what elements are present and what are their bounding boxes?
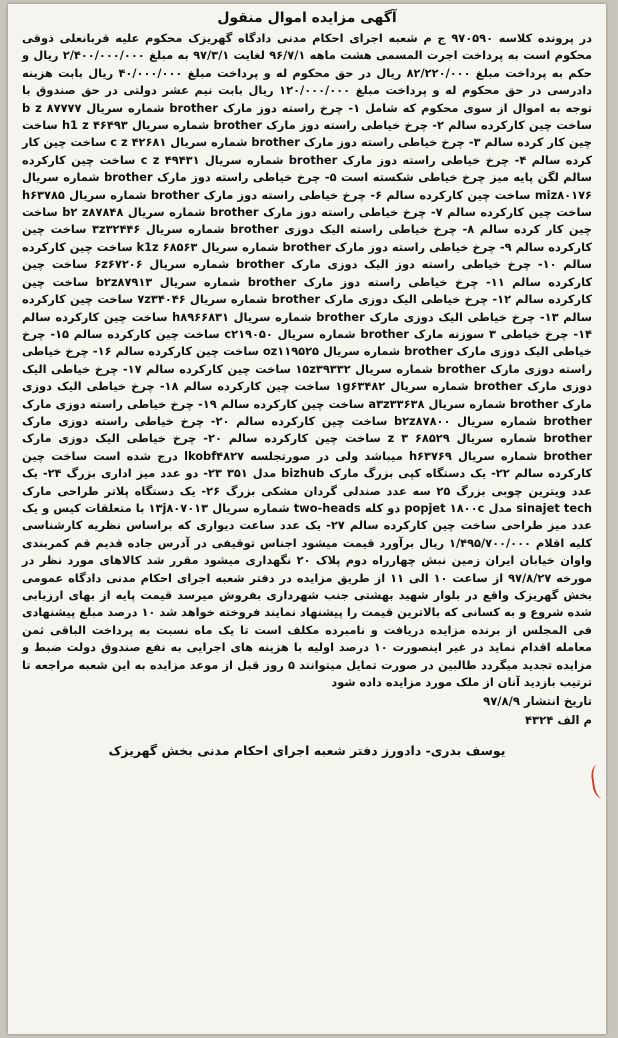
notice-title: آگهی مزایده اموال منقول xyxy=(217,10,397,26)
signature: یوسف بدری- دادورز دفتر شعبه اجرای احکام مدنی بخش گهریزک xyxy=(108,743,506,759)
red-pen-mark xyxy=(590,763,615,799)
newspaper-clipping xyxy=(8,4,606,1034)
publish-date: تاریخ انتشار ۹۷/۸/۹ xyxy=(483,694,592,709)
notice-body: در پرونده کلاسه ۹۷۰۵۹۰ ج م شعبه اجرای احکام مدنی دادگاه گهریزک محکوم علیه قربانعلی ذوقی محکوم است به پرداخت اجرت المسمی هشت ماهه ۹۶/۷/۱ لغایت ۹۷/۳/۱ به مبلغ ۲/۴۰۰/۰۰۰/۰۰۰ ریال و حکم به پرداخت مبلغ ۸۲/۲۲۰/۰۰۰ ریال در حق محکوم له و پرداخت مبلغ ۴۰/۰۰۰/۰۰۰ ریال بابت هزینه دادرسی در حق محکوم له و پرداخت مبلغ ۱۲۰/۰۰۰/۰۰۰ ریال بابت نیم عشر دولتی در حق صندوق با توجه به اموال از سوی محکوم که شامل ۱- چرخ راسته دوز مارک brother شماره سریال b z ۸۷۷۷۷ ساخت چین کارکرده سالم ۲- چرخ خیاطی راسته دوز مارک brother شماره سریال h1 z ۴۶۴۹۳ ساخت چین کار کرده سالم ۳- چرخ خیاطی راسته دوز مارک brother شماره سریال c z ۴۲۶۸۱ ساخت چین کار کرده سالم ۴- چرخ خیاطی راسته دوز مارک brother شماره سریال c z ۴۹۴۳۱ ساخت چین کارکرده سالم لگن پایه میز چرخ خیاطی شکسته است ۵- چرخ خیاطی راسته دوز مارک brother شماره سریال miz۸۰۱۷۶ ساخت چین کارکرده سالم ۶- چرخ خیاطی راسته دوز مارک brother شماره سریال h۶۳۷۸۵ ساخت چین کارکرده سالم ۷- چرخ خیاطی راسته دوز مارک brother شماره سریال b۲ z۸۷۸۴۸ ساخت چین کار کرده سالم ۸- چرخ خیاطی راسته الیک دوزی brother شماره سریال ۳z۳۲۴۴۶ ساخت چین کارکرده سالم ۹- چرخ خیاطی راسته دوز مارک brother شماره سریال k1z ۶۸۵۶۳ ساخت چین کارکرده سالم ۱۰- چرخ خیاطی راسته دوز الیک دوزی مارک brother شماره سریال ۶z۶۷۲۰۶ ساخت چین کارکرده سالم ۱۱- چرخ خیاطی راسته دوز مارک brother شماره سریال b۲z۸۷۹۱۳ ساخت چین کارکرده سالم ۱۲- چرخ خیاطی الیک دوزی مارک brother شماره سریال ۷z۳۴۰۴۶ ساخت چین کارکرده سالم ۱۳- چرخ خیاطی الیک دوزی مارک brother شماره سریال h۸۹۶۶۸۳۱ ساخت چین کارکرده سالم ۱۴- چرخ خیاطی ۳ سوزنه مارک brother شماره سریال c۲۱۹۰۵۰ ساخت چین کارکرده سالم ۱۵- چرخ خیاطی الیک دوزی مارک brother شماره سریال oz۱۱۹۵۲۵ ساخت چین کارکرده سالم ۱۶- چرخ خیاطی راسته دوزی مارک brother شماره سریال ۱۵z۳۹۳۳۲ ساخت چین کارکرده سالم ۱۷- چرخ خیاطی الیک دوزی مارک brother شماره سریال ۱g۶۳۴۸۲ ساخت چین کارکرده سالم ۱۸- چرخ خیاطی الیک دوزی مارک brother شماره سریال a۳z۳۳۶۳۸ ساخت چین کارکرده سالم ۱۹- چرخ خیاطی راسته دوزی مارک brother شماره سریال b۲z۸۷۸۰۰ ساخت چین کارکرده سالم ۲۰- چرخ خیاطی راسته دوزی مارک brother شماره سریال ۶۸۵۲۹ z ۳ ساخت چین کارکرده سالم ۲۰- چرخ خیاطی الیک دوزی مارک brother شماره سریال h۶۳۷۶۹ میباشد ولی در صورتجلسه lkobf۴۸۲۷ درج شده است ساخت چین کارکرده سالم ۲۲- یک دستگاه کپی بزرگ مارک bizhub مدل ۳۵۱ ۲۳- دو عدد میز اداری بزرگ ۲۴- یک عدد ویترین چوبی بزرگ ۲۵ سه عدد صندلی گردان مشکی بزرگ ۲۶- یک دستگاه پلاتر طراحی مارک sinajet tech مدل popjet ۱۸۰۰c دو کله two-heads شماره سریال ۱۳j۸۰۷۰۱۳ با متعلقات کیس و یک عدد میز طراحی ساخت چین کارکرده سالم ۲۷- یک عدد ساعت دیواری که براساس نظریه کارشناسی کلیه اقلام ۱/۴۹۵/۷۰۰/۰۰۰ ریال برآورد قیمت میشود اجناس توقیفی در آدرس جاده قدیم قم کمربندی واوان خیابان ایران زمین نبش چهارراه دوم پلاک ۲۰ نگهداری میشود مقرر شد کالاهای مورد نظر در مورخه ۹۷/۸/۲۷ از ساعت ۱۰ الی ۱۱ از طریق مزایده در دفتر شعبه اجرای احکام مدنی دادگاه عمومی بخش گهریزک واقع در بلوار شهید بهشتی جنب شهرداری بفروش میرسد قیمت پایه از بهای ارزیابی شده شروع و به کسانی که بالاترین قیمت را پیشنهاد نمایند فروخته خواهد شد ۱۰ درصد مبلغ پیشنهادی فی المجلس از برنده مزایده دریافت و نامبرده مکلف است تا یک ماه نسبت به پرداخت الباقی ثمن معامله اقدام نماید در غیر اینصورت ۱۰ درصد اولیه با هزینه های اجرایی به نفع صندوق دولت ضبط و مزایده تجدید میگردد طالبین در صورت تمایل میتوانند ۵ روز قبل از موعد مزایده به این شعبه مراجعه تا ترتیب بازدید آنان از ملک مورد مزایده داده شود xyxy=(22,31,593,690)
reference-code: م الف ۴۳۲۴ xyxy=(524,713,592,728)
